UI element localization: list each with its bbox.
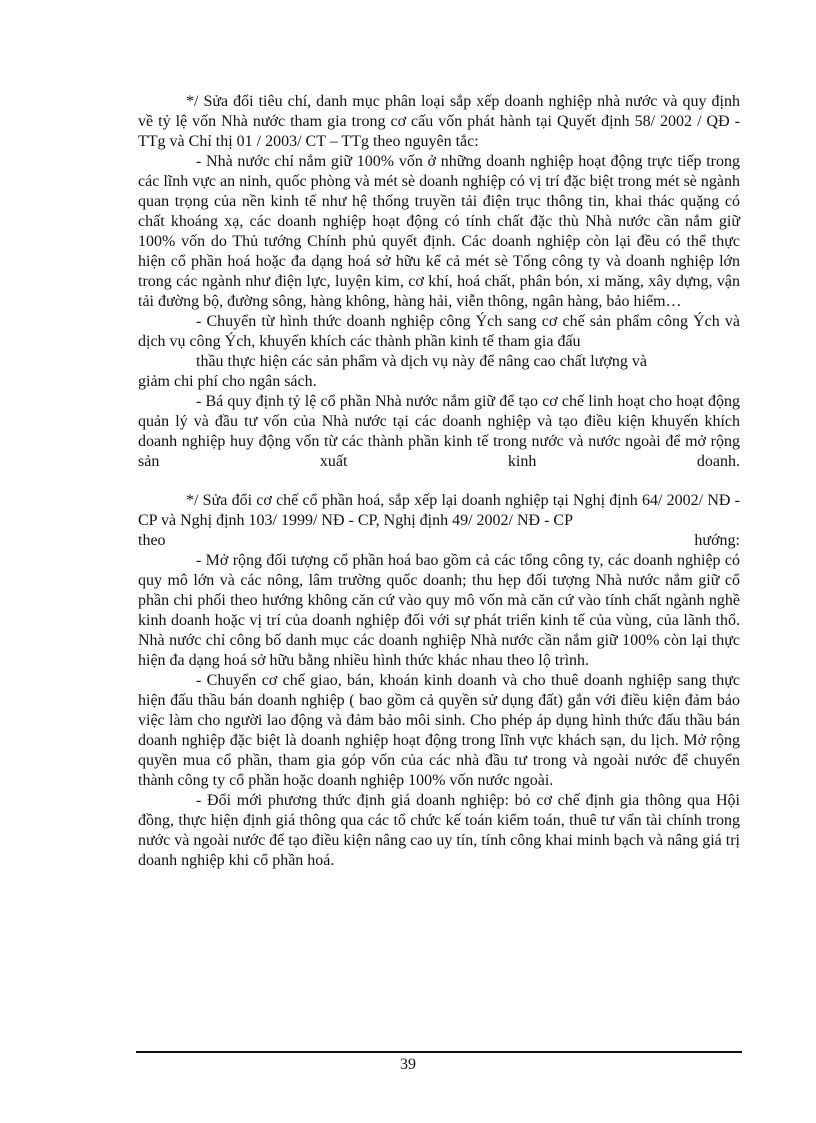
section2-bullet-1: - Mở rộng đối tượng cổ phần hoá bao gồm cả các tổng công ty, các doanh nghiệp có quy mô lớn và các nông, lâm trường quốc doanh; thu hẹp đối tượng Nhà nước nắm giữ cổ phần chi phối theo hướng không căn cứ vào quy mô vốn mà căn cứ vào tính chất ngành nghề kinh doanh hoặc vị trí của doanh nghiệp đối với sự phát triển kinh tế của vùng, của lãnh thổ. Nhà nước chỉ công bố danh mục các doanh nghiệp Nhà nước cần nắm giữ 100% còn lại thực hiện đa dạng hoá sở hữu bằng nhiều hình thức khác nhau theo lộ trình. <box>138 552 740 669</box>
section1-heading: */ Sửa đổi tiêu chí, danh mục phân loại sắp xếp doanh nghiệp nhà nước và quy định về tỷ lệ vốn Nhà nước tham gia trong cơ cấu vốn phát hành tại Quyết định 58/ 2002 / QĐ - TTg và Chỉ thị 01 / 2003/ CT – TTg theo nguyên tắc: <box>138 93 740 150</box>
section2-heading: */ Sửa đổi cơ chế cổ phần hoá, sắp xếp lại doanh nghiệp tại Nghị định 64/ 2002/ NĐ - CP và Nghị định 103/ 1999/ NĐ - CP, Nghị định 49/ 2002/ NĐ - CP <box>138 492 740 529</box>
section2-bullet-3: - Đổi mới phương thức định giá doanh nghiệp: bỏ cơ chế định gia thông qua Hội đồng, thực hiện định giá thông qua các tổ chức kế toán kiểm toán, thuê tư vấn tài chính trong nước và ngoài nước để tạo điều kiện nâng cao uy tín, tính công khai minh bạch và nâng giá trị doanh nghiệp khi cổ phần hoá. <box>138 792 740 869</box>
section2-heading-huong: hướng: <box>694 532 740 549</box>
paragraph-spacer <box>138 472 740 491</box>
section2-bullet-2: - Chuyển cơ chế giao, bán, khoán kinh doanh và cho thuê doanh nghiệp sang thực hiện đấu thầu bán doanh nghiệp ( bao gồm cả quyền sử dụng đất) gắn với điều kiện đảm bảo việc làm cho người lao động và đảm bảo môi sinh. Cho phép áp dụng hình thức đấu thầu bán doanh nghiệp đặc biệt là doanh nghiệp hoạt động trong lĩnh vực khách sạn, du lịch. Mở rộng quyền mua cổ phần, tham gia góp vốn của các nhà đầu tư trong và ngoài nước để chuyển thành công ty cổ phần hoặc doanh nghiệp 100% vốn nước ngoài. <box>138 672 740 789</box>
footer-divider <box>136 1051 742 1053</box>
section2-heading-theo: theo <box>138 532 166 549</box>
section1-bullet-2: - Chuyển từ hình thức doanh nghiệp công Ých sang cơ chế sản phẩm công Ých và dịch vụ công Ých, khuyến khích các thành phần kinh tế tham gia đấu <box>138 313 740 350</box>
section1-bullet-2-end: giảm chi phí cho ngân sách. <box>138 373 317 390</box>
section2-heading-end <box>138 531 740 551</box>
section1-bullet-1: - Nhà nước chỉ nắm giữ 100% vốn ở những doanh nghiệp hoạt động trực tiếp trong các lĩnh vực an ninh, quốc phòng và mét sè doanh nghiệp có vị trí đặc biệt trong mét sè ngành quan trọng của nền kinh tế như hệ thống truyền tải điện trục thông tin, khai thác quặng có chất khoáng xạ, các doanh nghiệp hoạt động có tính chất đặc thù Nhà nước cần nắm giữ 100% vốn do Thủ tướng Chính phủ quyết định. Các doanh nghiệp còn lại đều có thể thực hiện cổ phần hoá hoặc đa dạng hoá sở hữu kể cả mét sè Tổng công ty và doanh nghiệp lớn trong các ngành như điện lực, luyện kim, cơ khí, hoá chất, phân bón, xi măng, xây dựng, vận tải đường bộ, đường sông, hàng không, hàng hải, viễn thông, ngân hàng, bảo hiểm… <box>138 153 740 310</box>
section1-bullet-3: - Bá quy định tỷ lệ cổ phần Nhà nước nắm giữ để tạo cơ chế linh hoạt cho hoạt động quản lý và đầu tư vốn của Nhà nước tại các doanh nghiệp và tạo điều kiện khuyến khích doanh nghiệp huy động vốn từ các thành phần kinh tế trong nước và nước ngoài để mở rộng sản xuất kinh doanh. <box>138 393 740 470</box>
page-number: 39 <box>400 1056 416 1073</box>
document-body <box>138 92 740 871</box>
section1-bullet-2-continued: thầu thực hiện các sản phẩm và dịch vụ này để nâng cao chất lượng và <box>196 353 647 370</box>
